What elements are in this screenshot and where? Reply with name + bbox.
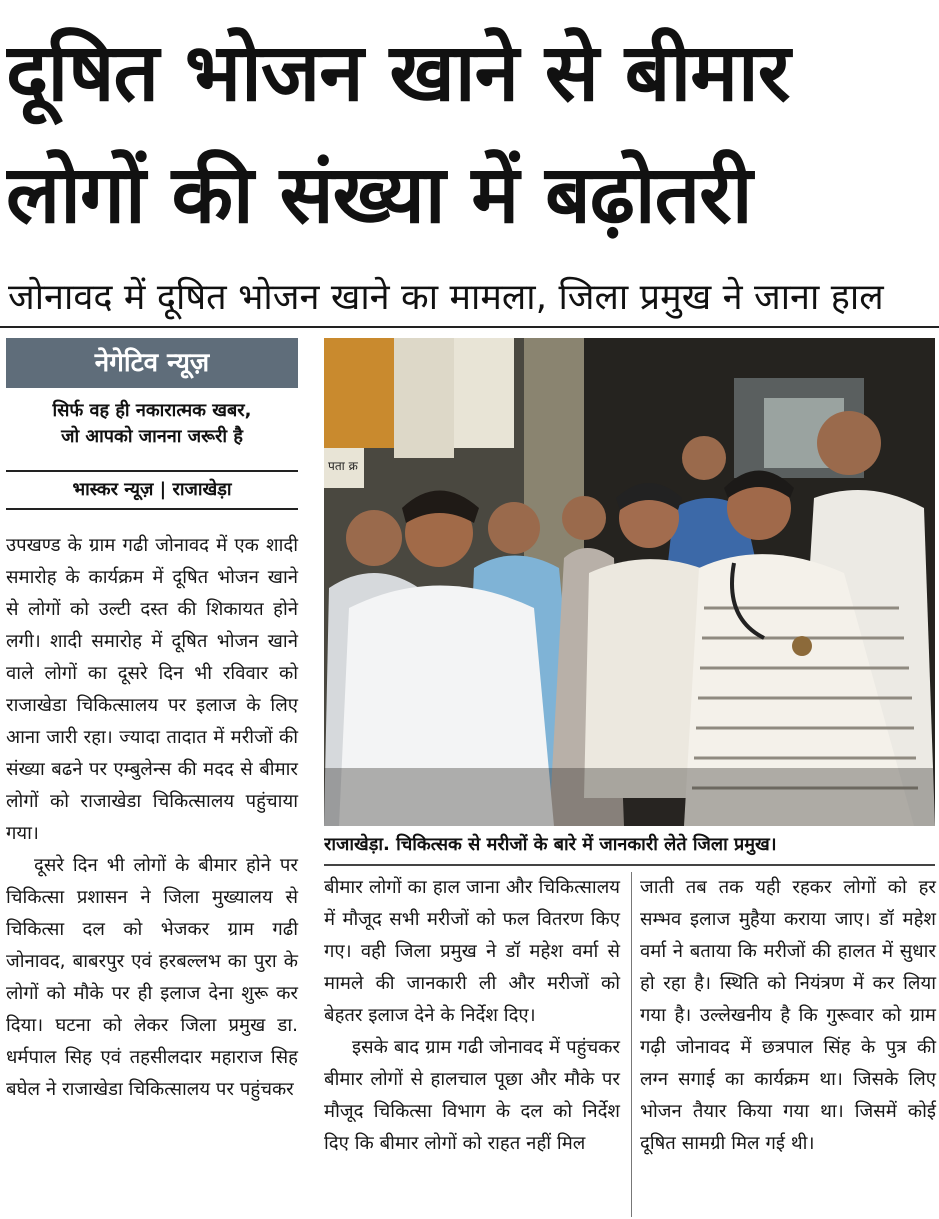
headline-line-1: दूषित भोजन खाने से बीमार — [6, 26, 790, 119]
photo-sign-text: पता क्र — [328, 459, 358, 473]
headline-line-2: लोगों की संख्या में बढ़ोतरी — [6, 148, 752, 241]
tagline-line-1: सिर्फ वह ही नकारात्मक खबर, — [52, 400, 252, 421]
article-column-3 — [640, 872, 936, 1160]
header-divider — [0, 326, 939, 328]
article-paragraph: दूसरे दिन भी लोगों के बीमार होने पर चिकित्सा प्रशासन ने जिला मुख्यालय से चिकित्सा दल को भेजकर ग्राम गढी जोनावद, बाबरपुर एवं हरबल्लभ का पुरा के लोगों को मौके पर ही इलाज देना शुरू कर दिया। घटना को लेकर जिला प्रमुख डा. धर्मपाल सिह एवं तहसीलदार महाराज सिह बघेल ने राजाखेडा चिकित्सालय पर पहुंचकर — [6, 855, 298, 1100]
article-column-2 — [324, 872, 620, 1160]
subheadline: जोनावद में दूषित भोजन खाने का मामला, जिला प्रमुख ने जाना हाल — [8, 277, 884, 318]
article-paragraph: उपखण्ड के ग्राम गढी जोनावद में एक शादी समारोह के कार्यक्रम में दूषित भोजन खाने से लोगों को उल्टी दस्त की शिकायत होने लगी। शादी समारोह में दूषित भोजन खाने वाले लोगों का दूसरे दिन भी रविवार को राजाखेडा चिकित्सालय पर इलाज के लिए आना जारी रहा। ज्यादा तादात में मरीजों की संख्या बढने पर एम्बुलेन्स की मदद से बीमार लोगों को राजाखेडा चिकित्सालय पहुंचाया गया। — [6, 535, 298, 844]
caption-divider — [324, 864, 935, 866]
article-paragraph: इसके बाद ग्राम गढी जोनावद में पहुंचकर बीमार लोगों से हालचाल पूछा और मौके पर मौजूद चिकित्सा विभाग के दल को निर्देश दिए कि बीमार लोगों को राहत नहीं मिल — [324, 1037, 620, 1154]
news-photo-illustration — [324, 338, 935, 826]
article-column-1 — [6, 530, 298, 1106]
section-badge: नेगेटिव न्यूज़ — [6, 338, 298, 388]
photo-caption: राजाखेड़ा. चिकित्सक से मरीजों के बारे में जानकारी लेते जिला प्रमुख। — [324, 834, 777, 855]
tagline-line-2: जो आपको जानना जरूरी है — [61, 426, 243, 447]
column-divider — [631, 872, 632, 1217]
article-paragraph: बीमार लोगों का हाल जाना और चिकित्सालय में मौजूद सभी मरीजों को फल वितरण किए गए। वही जिला प्रमुख ने डॉ महेश वर्मा से मामले की जानकारी ली और मरीजों को बेहतर इलाज देने के निर्देश दिए। — [324, 877, 620, 1026]
news-photo — [324, 338, 935, 826]
byline: भास्कर न्यूज़ | राजाखेड़ा — [6, 470, 298, 510]
section-tagline — [6, 398, 298, 450]
article-paragraph: जाती तब तक यही रहकर लोगों को हर सम्भव इलाज मुहैया कराया जाए। डॉ महेश वर्मा ने बताया कि मरीजों की हालत में सुधार हो रहा है। स्थिति को नियंत्रण में कर लिया गया है। उल्लेखनीय है कि गुरूवार को ग्राम गढ़ी जोनावद में छत्रपाल सिंह के पुत्र की लग्न सगाई का कार्यक्रम था। जिसके लिए भोजन तैयार किया गया था। जिसमें कोई दूषित सामग्री मिल गई थी। — [640, 877, 936, 1154]
